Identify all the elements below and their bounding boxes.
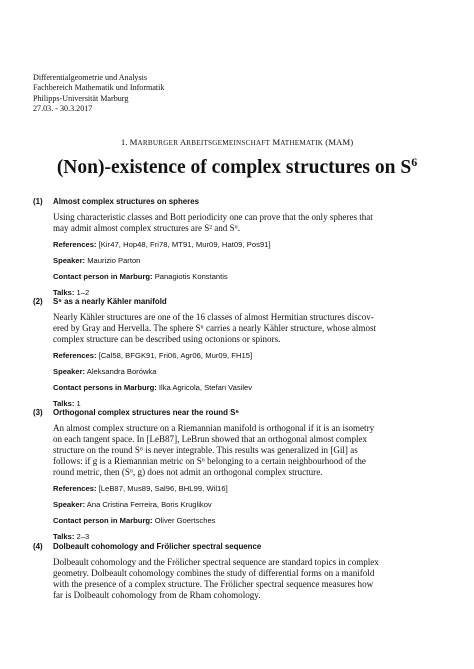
talk-contact: [53, 272, 425, 282]
talk-title: S⁶ as a nearly Kähler manifold: [53, 297, 167, 306]
talk-1: [33, 196, 425, 298]
talk-speaker: [53, 256, 425, 266]
talks-value: 2–3: [76, 532, 90, 542]
talk-abstract: [53, 312, 425, 345]
talk-speaker: [53, 367, 425, 377]
abstract-line: on each tangent space. In [LeB87], LeBrun showed that an orthogonal almost complex: [53, 434, 368, 445]
series-word3-initial: M: [270, 137, 281, 147]
series-word2-rest: RBEITSGEMEINSCHAFT: [186, 139, 271, 147]
talk-contact: [53, 516, 425, 526]
references-label: References:: [53, 484, 97, 494]
series-prefix: 1. M: [120, 137, 138, 147]
talk-4: [33, 541, 425, 601]
abstract-line: Using characteristic classes and Bott periodicity one can prove that the only spheres that: [53, 212, 373, 222]
abstract-line: ered by Gray and Hervella. The sphere S⁶ carries a nearly Kähler structure, whose almost: [53, 323, 377, 334]
abstract-line: Dolbeault cohomology and the Frölicher spectral sequence are standard topics in complex: [53, 557, 379, 567]
institution-header: [33, 73, 164, 115]
talks-value: 1: [76, 399, 81, 409]
references-value: [LeB87, Mus89, Sal96, BHL99, Wil16]: [98, 484, 228, 494]
header-dates: 27.03. - 30.3.2017: [33, 104, 93, 114]
abstract-line: round metric, then (S⁶, g) does not admit an orthogonal complex structure.: [53, 467, 323, 478]
speaker-value: Aleksandra Borówka: [86, 367, 157, 377]
talk-3: [33, 407, 425, 542]
series-suffix: (MAM): [323, 137, 354, 147]
contact-label: Contact person in Marburg:: [53, 272, 153, 282]
contact-value: Panagiotis Konstantis: [154, 272, 228, 282]
series-word1-rest: ARBURGER: [137, 139, 179, 147]
talk-references: [53, 351, 425, 361]
abstract-line: with the presence of a complex structure. The Frölicher spectral sequence measures how: [53, 579, 374, 590]
header-line-university: Philipps-Universität Marburg: [33, 93, 129, 103]
series-word3-rest: ATHEMATIK: [280, 139, 324, 147]
header-line-dept: Differentialgeometrie und Analysis: [33, 73, 148, 82]
references-label: References:: [53, 351, 97, 361]
references-label: References:: [53, 240, 97, 250]
talks-label: Talks:: [53, 288, 75, 298]
series-word2-initial: A: [178, 137, 187, 147]
page-title: [0, 150, 474, 180]
speaker-label: Speaker:: [53, 256, 86, 266]
speaker-value: Ana Cristina Ferreira, Boris Kruglikov: [86, 500, 212, 510]
speaker-label: Speaker:: [53, 500, 86, 510]
abstract-line: may admit almost complex structures are S² and S⁶.: [53, 223, 241, 234]
talk-title: Almost complex structures on spheres: [53, 197, 200, 206]
talk-title: Orthogonal complex structures near the round S⁶: [53, 408, 240, 417]
talk-number: (2): [33, 297, 43, 306]
talks-value: 1–2: [76, 288, 90, 298]
contact-value: Oliver Goertsches: [154, 516, 216, 526]
talk-speaker: [53, 500, 425, 510]
talk-references: [53, 240, 425, 250]
talk-number: (3): [33, 408, 43, 417]
talk-abstract: [53, 423, 425, 478]
references-value: [Cal58, BFGK91, Fri06, Agr06, Mur09, FH15]: [98, 351, 253, 361]
page-title-text: (Non)-existence of complex structures on S: [56, 157, 412, 178]
abstract-line: complex structure can be described using octonions or spinors.: [53, 334, 281, 345]
abstract-line: structure on the round S⁶ is never integrable. This results was generalized in [Gil] as: [53, 445, 358, 456]
abstract-line: geometry. Dolbeault cohomology combines the study of differential forms on a manifold: [53, 568, 375, 579]
page-title-superscript: 6: [411, 155, 418, 169]
series-title: [0, 137, 474, 147]
talk-contact: [53, 383, 425, 393]
talk-references: [53, 484, 425, 494]
contact-value: Ilka Agricola, Stefan Vasilev: [158, 383, 253, 393]
header-line-faculty: Fachbereich Mathematik und Informatik: [33, 83, 165, 93]
talks-label: Talks:: [53, 532, 75, 542]
abstract-line: far is Dolbeault cohomology from de Rham cohomology.: [53, 590, 261, 601]
speaker-label: Speaker:: [53, 367, 86, 377]
abstract-line: An almost complex structure on a Riemannian manifold is orthogonal if it is an isometry: [53, 423, 375, 433]
talk-abstract: [53, 212, 425, 234]
talk-title: Dolbeault cohomology and Frölicher spectral sequence: [53, 542, 262, 551]
abstract-line: follows: if g is a Riemannian metric on S⁶ belonging to a certain neighbourhood of the: [53, 456, 366, 467]
talks-label: Talks:: [53, 399, 75, 409]
references-value: [Kir47, Hop48, Fri78, MT91, Mur09, Hat09, Pos91]: [98, 240, 271, 250]
talk-number: (4): [33, 542, 43, 551]
speaker-value: Maurizio Parton: [87, 256, 141, 266]
contact-label: Contact person in Marburg:: [53, 516, 153, 526]
talk-abstract: [53, 557, 425, 601]
talk-2: [33, 296, 425, 409]
abstract-line: Nearly Kähler structures are one of the 16 classes of almost Hermitian structures discov-: [53, 312, 374, 322]
talk-number: (1): [33, 197, 43, 206]
contact-label: Contact persons in Marburg:: [53, 383, 157, 393]
